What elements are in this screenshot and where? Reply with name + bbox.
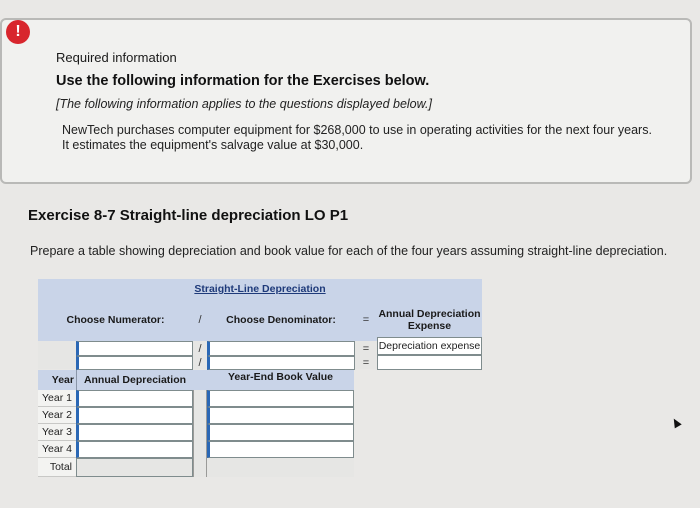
col-year-end-book-value-header: Year-End Book Value bbox=[227, 370, 334, 383]
depreciation-expense-cell: Depreciation expense bbox=[377, 337, 482, 355]
required-information-panel bbox=[0, 18, 692, 184]
row-year-2: Year 2 bbox=[38, 407, 76, 424]
row-total: Total bbox=[38, 458, 76, 477]
annual-dep-input-year-4[interactable] bbox=[76, 441, 193, 458]
col-year-header: Year bbox=[51, 374, 74, 386]
book-value-input-year-1[interactable] bbox=[207, 390, 354, 407]
exercise-title: Exercise 8-7 Straight-line depreciation LO P1 bbox=[28, 207, 349, 224]
denominator-label: Choose Denominator: bbox=[226, 314, 336, 326]
applies-note: [The following information applies to the questions displayed below.] bbox=[56, 97, 432, 111]
problem-paragraph bbox=[62, 123, 682, 153]
equals-symbol-row1: = bbox=[362, 342, 370, 355]
divide-symbol-header: / bbox=[198, 314, 202, 326]
paragraph-line-1: NewTech purchases computer equipment for $268,000 to use in operating activities for the next four years. bbox=[62, 123, 652, 137]
equals-symbol-header: = bbox=[362, 314, 370, 326]
mouse-cursor-icon bbox=[670, 417, 681, 429]
depreciation-expense-input[interactable] bbox=[377, 355, 482, 370]
col-annual-depreciation-header: Annual Depreciation bbox=[76, 370, 193, 390]
annual-dep-input-year-3[interactable] bbox=[76, 424, 193, 441]
annual-dep-input-year-1[interactable] bbox=[76, 390, 193, 407]
book-value-input-year-3[interactable] bbox=[207, 424, 354, 441]
row-year-3: Year 3 bbox=[38, 424, 76, 441]
paragraph-line-2: It estimates the equipment's salvage value at $30,000. bbox=[62, 138, 364, 152]
numerator-label: Choose Numerator: bbox=[66, 314, 165, 326]
book-value-input-year-2[interactable] bbox=[207, 407, 354, 424]
table-gap-column bbox=[193, 390, 207, 477]
equals-symbol-row2: = bbox=[362, 357, 370, 369]
annual-dep-input-year-2[interactable] bbox=[76, 407, 193, 424]
divide-symbol-row1: / bbox=[198, 342, 202, 355]
denominator-input-1[interactable] bbox=[207, 341, 355, 356]
alert-icon: ! bbox=[6, 20, 30, 44]
use-info-heading: Use the following information for the Exercises below. bbox=[56, 73, 430, 89]
numerator-input-1[interactable] bbox=[76, 341, 193, 356]
depreciation-table bbox=[38, 279, 482, 479]
annual-depreciation-expense-label: Annual Depreciation Expense bbox=[378, 308, 481, 332]
exercise-instructions: Prepare a table showing depreciation and book value for each of the four years assuming straight-line depreciation. bbox=[30, 244, 668, 258]
numerator-input-2[interactable] bbox=[76, 356, 193, 370]
row-year-1: Year 1 bbox=[38, 390, 76, 407]
annual-dep-total bbox=[76, 458, 193, 477]
straight-line-title: Straight-Line Depreciation bbox=[194, 283, 326, 295]
divide-symbol-row2: / bbox=[198, 357, 202, 369]
book-value-input-year-4[interactable] bbox=[207, 441, 354, 458]
row-year-4: Year 4 bbox=[38, 441, 76, 458]
required-info-title: Required information bbox=[56, 50, 177, 65]
